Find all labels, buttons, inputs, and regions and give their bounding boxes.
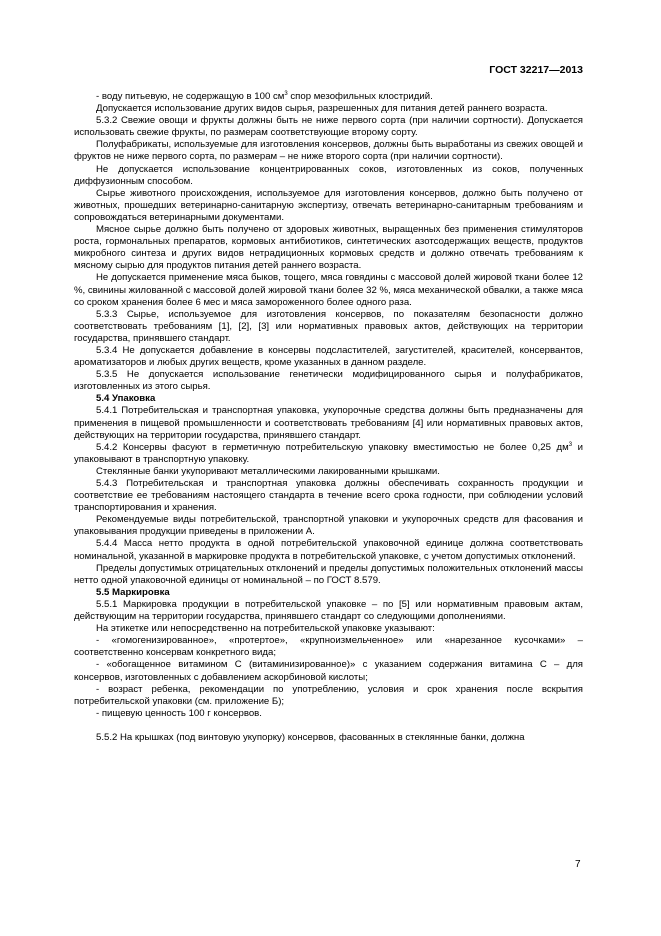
list-item: - «гомогенизированное», «протертое», «крупноизмельченное» или «нарезанное кусочками» – соответственно консервам конкретного вида; bbox=[74, 635, 583, 659]
list-item: - «обогащенное витамином С (витаминизированное)» с указанием содержания витамина С – для консервов, изготовленных с добавлением аскорбиновой кислоты; bbox=[74, 659, 583, 683]
list-item: - пищевую ценность 100 г консервов. bbox=[96, 707, 262, 719]
paragraph: 5.4.2 Консервы фасуют в герметичную потребительскую упаковку вместимостью не более 0,25 $дм^3$ и упаковывают в транспортную упаковку. bbox=[74, 441, 583, 465]
document-body bbox=[74, 91, 583, 744]
paragraph: Не допускается применение мяса быков, тощего, мяса говядины с массовой долей жировой ткани более 12 %, свинины жилованной с массовой долей жировой ткани более 32 %, мяса механической обвалки, а также мяса со сроком хранения более 6 мес и мяса замороженного более одного раза. bbox=[74, 272, 583, 308]
superscript: 3 bbox=[568, 441, 573, 448]
paragraph: Сырье животного происхождения, используемое для изготовления консервов, должно быть получено от животных, прошедших ветеринарно-санитарную экспертизу, отвечать ветеринарно-санитарным требованиям и сопровождаться ветеринарными документами. bbox=[74, 187, 583, 223]
paragraph: 5.3.2 Свежие овощи и фрукты должны быть не ниже первого сорта (при наличии сортности). Допускается использовать свежие фрукты, по размерам соответствующие второму сорту. bbox=[74, 115, 583, 139]
paragraph: 5.3.4 Не допускается добавление в консервы подсластителей, загустителей, красителей, консервантов, ароматизаторов и любых других веществ, кроме указанных в данном разделе. bbox=[74, 344, 583, 369]
list-item: - возраст ребенка, рекомендации по употреблению, условия и срок хранения после вскрытия потребительской упаковки (см. приложение Б); bbox=[74, 683, 583, 707]
superscript: 3 bbox=[284, 91, 288, 97]
section-heading-marking: 5.5 Маркировка bbox=[96, 586, 170, 598]
paragraph: 5.5.2 На крышках (под винтовую укупорку) консервов, фасованных в стеклянные банки, должна bbox=[96, 731, 525, 743]
paragraph: Мясное сырье должно быть получено от здоровых животных, выращенных без применения стимуляторов роста, гормональных препаратов, кормовых антибиотиков, синтетических азотсодержащих веществ, продуктов микробного синтеза и других видов нетрадиционных кормовых средств и должно отвечать требованиям к мясному сырью для продуктов питания детей раннего возраста. bbox=[74, 224, 583, 272]
paragraph: Стеклянные банки укупоривают металлическими лакированными крышками. bbox=[96, 465, 440, 477]
paragraph: На этикетке или непосредственно на потребительской упаковке указывают: bbox=[96, 623, 435, 635]
paragraph: 5.5.1 Маркировка продукции в потребительской упаковке – по [5] или нормативным правовым актам, действующим на территории государства, принявшего стандарт со следующими дополнениями. bbox=[74, 598, 583, 623]
paragraph: 5.4.1 Потребительская и транспортная упаковка, укупорочные средства должны быть предназначены для применения в пищевой промышленности и соответствовать требованиям [4] или нормативных правовых актов, действующих на территории государства, принявшего стандарт. bbox=[74, 405, 583, 441]
paragraph: - воду питьевую, не содержащую в 100 $см^3$ спор мезофильных клостридий. bbox=[96, 91, 433, 102]
document-header-id: ГОСТ 32217—2013 bbox=[489, 64, 583, 76]
paragraph: Не допускается использование концентрированных соков, изготовленных из соков, полученных диффузионным способом. bbox=[74, 163, 583, 187]
paragraph: 5.4.4 Масса нетто продукта в одной потребительской упаковочной единице должна соответствовать номинальной, указанной в маркировке продукта в потребительской упаковке, с учетом допустимых отклонений. bbox=[74, 538, 583, 562]
paragraph: 5.3.5 Не допускается использование генетически модифицированного сырья и полуфабрикатов, изготовленных из этого сырья. bbox=[74, 369, 583, 393]
paragraph: Рекомендуемые виды потребительской, транспортной упаковки и укупорочных средств для фасования и упаковывания продукции приведены в приложении А. bbox=[74, 514, 583, 538]
paragraph: Допускается использование других видов сырья, разрешенных для питания детей раннего возраста. bbox=[96, 103, 548, 115]
paragraph: Полуфабрикаты, используемые для изготовления консервов, должны быть выработаны из свежих овощей и фруктов не ниже первого сорта, по размерам – не ниже второго сорта (при наличии сортности). bbox=[74, 139, 583, 163]
paragraph: 5.3.3 Сырье, используемое для изготовления консервов, по показателям безопасности должно соответствовать требованиям [1], [2], [3] или нормативных правовых актов, действующих на территории государства, принявшего стандарт. bbox=[74, 308, 583, 344]
section-heading-packaging: 5.4 Упаковка bbox=[96, 393, 156, 405]
paragraph: 5.4.3 Потребительская и транспортная упаковка должны обеспечивать сохранность продукции и соответствие ее требованиям настоящего стандарта в течение всего срока годности, при соблюдении условий транспортирования и хранения. bbox=[74, 478, 583, 514]
paragraph: Пределы допустимых отрицательных отклонений и пределы допустимых положительных отклонений массы нетто одной упаковочной единицы от номинальной – по ГОСТ 8.579. bbox=[74, 562, 583, 586]
page-number: 7 bbox=[575, 859, 581, 870]
